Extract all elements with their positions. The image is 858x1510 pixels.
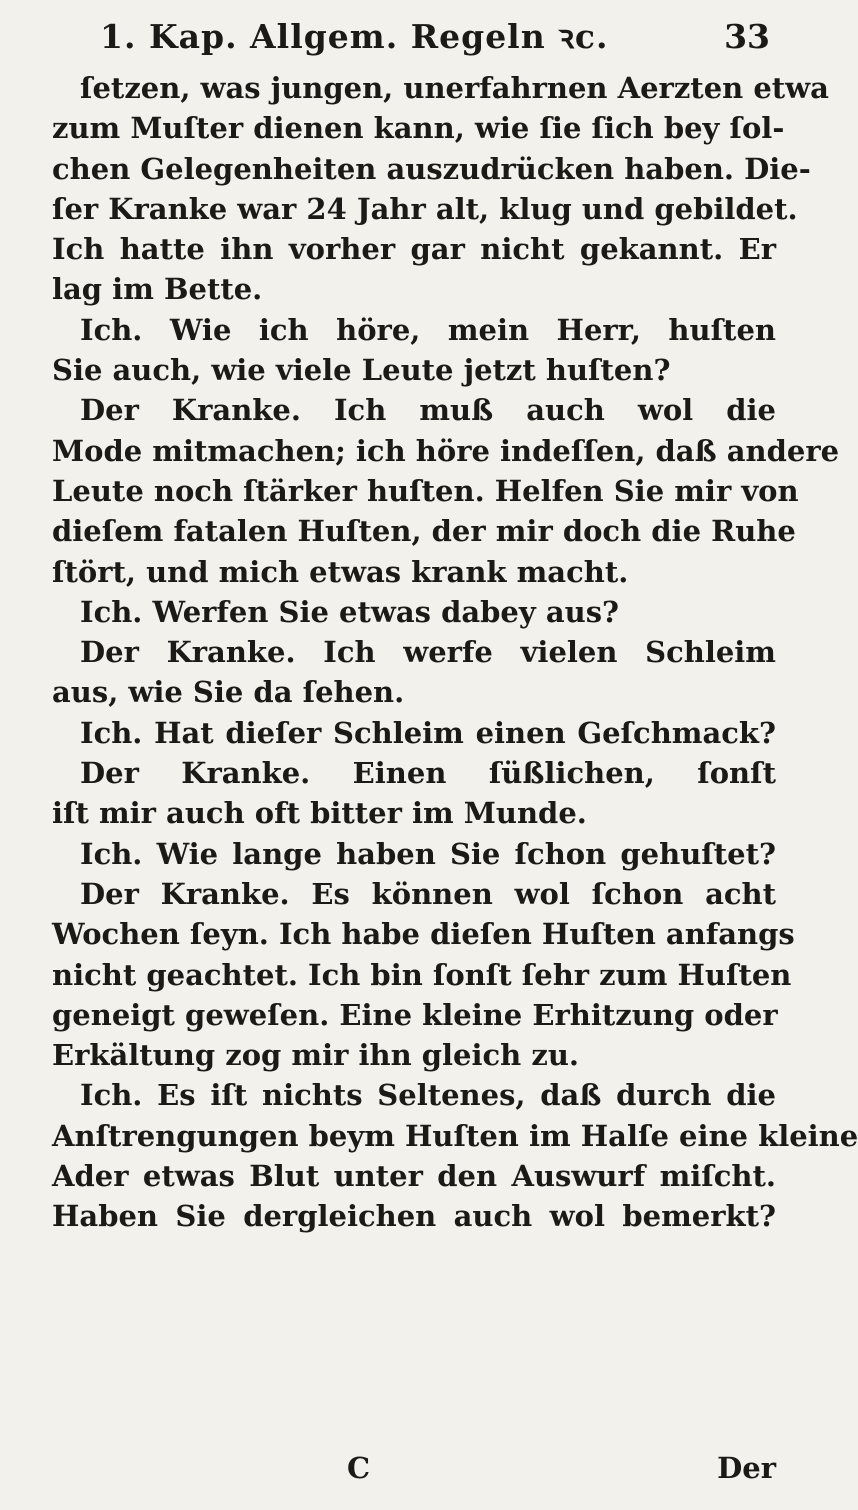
text-line: aus, wie Sie da ſehen. <box>52 675 405 710</box>
body-text <box>52 68 858 1237</box>
signature-mark: C <box>347 1451 371 1485</box>
text-line: ſtört, und mich etwas krank macht. <box>52 554 629 589</box>
text-line: geneigt geweſen. Eine kleine Erhitzung oder <box>52 997 778 1032</box>
text-line: ſetzen, was jungen, unerfahrnen Aerzten etwa <box>80 71 829 105</box>
text-line: lag im Bette. <box>52 272 263 307</box>
text-line: Sie auch, wie viele Leute jetzt huſten? <box>52 353 671 388</box>
text-line: nicht geachtet. Ich bin ſonſt ſehr zum Huſten <box>52 957 792 992</box>
text-line: Mode mitmachen; ich höre indeſſen, daß andere <box>52 433 840 468</box>
page-number: 33 <box>724 17 770 56</box>
text-line: ſer Kranke war 24 Jahr alt, klug und gebildet. <box>52 191 798 226</box>
text-line: Ich. Wie lange haben Sie ſchon gehuſtet? <box>80 836 776 871</box>
text-line: Erkältung zog mir ihn gleich zu. <box>52 1038 580 1073</box>
text-line: zum Muſter dienen kann, wie ſie ſich bey ſol- <box>52 111 785 146</box>
text-line: Der Kranke. Ich werfe vielen Schleim <box>80 635 776 670</box>
text-line: chen Gelegenheiten auszudrücken haben. Die- <box>52 151 811 186</box>
text-line: Der Kranke. Ich muß auch wol die <box>80 393 776 428</box>
running-head <box>100 14 770 60</box>
text-line: Ich. Wie ich höre, mein Herr, huſten <box>80 312 776 347</box>
text-line: Haben Sie dergleichen auch wol bemerkt? <box>52 1199 776 1234</box>
text-line: Leute noch ſtärker huſten. Helfen Sie mir von <box>52 473 799 508</box>
text-line: Anſtrengungen beym Huſten im Halſe eine kleine <box>52 1118 858 1153</box>
catchword: Der <box>717 1451 776 1485</box>
text-line: Ich. Hat dieſer Schleim einen Geſchmack? <box>80 715 776 750</box>
text-line: Ich. Werfen Sie etwas dabey aus? <box>80 594 620 629</box>
text-line: Ich. Es iſt nichts Seltenes, daß durch die <box>80 1078 776 1113</box>
text-line: Der Kranke. Es können wol ſchon acht <box>80 876 776 911</box>
page-footer <box>52 1448 776 1488</box>
text-line: iſt mir auch oft bitter im Munde. <box>52 796 587 831</box>
chapter-heading: 1. Kap. Allgem. Regeln ꝛc. <box>100 17 609 56</box>
text-line: Wochen ſeyn. Ich habe dieſen Huſten anfangs <box>52 917 795 952</box>
text-line: Ich hatte ihn vorher gar nicht gekannt. Er <box>52 232 776 267</box>
text-line: Ader etwas Blut unter den Auswurf miſcht. <box>52 1159 776 1194</box>
text-line: dieſem fatalen Huſten, der mir doch die Ruhe <box>52 514 796 549</box>
text-line: Der Kranke. Einen ſüßlichen, ſonſt <box>80 756 776 791</box>
